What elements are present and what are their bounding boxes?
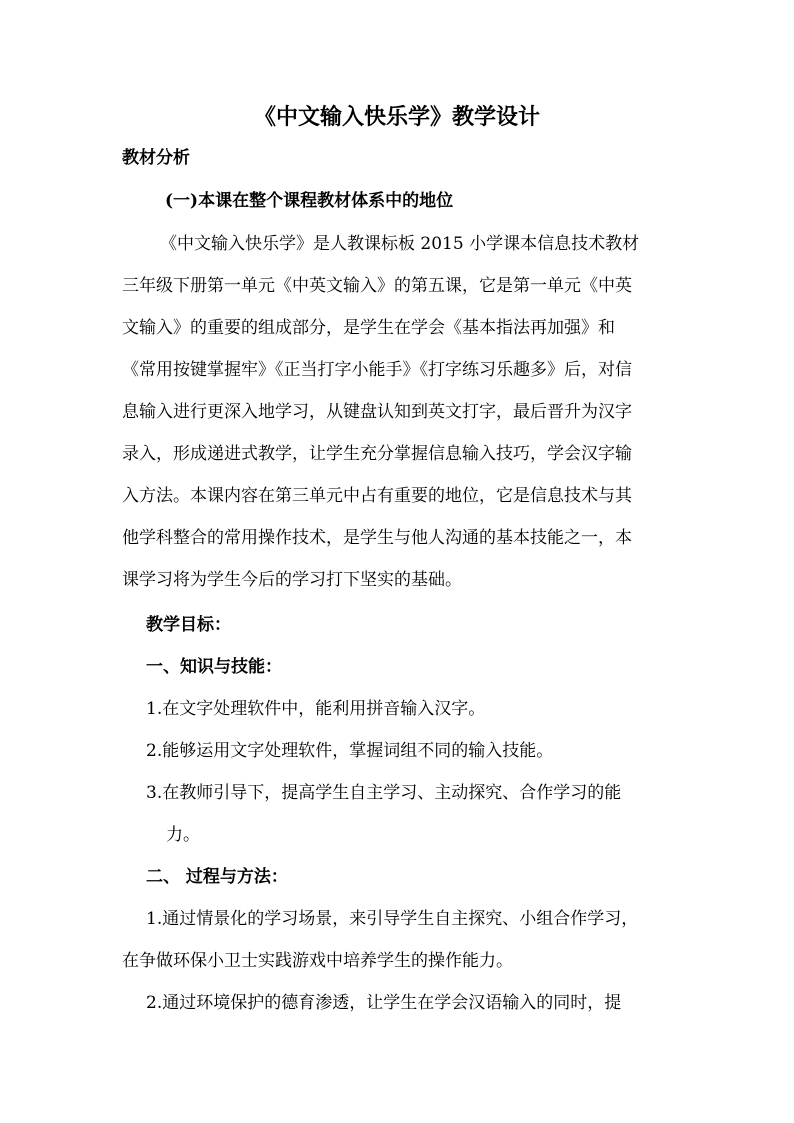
paragraph-line: 文输入》的重要的组成部分，是学生在学会《基本指法再加强》和 bbox=[122, 318, 615, 338]
knowledge-heading: 一、知识与技能： bbox=[146, 657, 282, 677]
paragraph-line: 息输入进行更深入地学习，从键盘认知到英文打字，最后晋升为汉字 bbox=[122, 402, 632, 422]
process-heading: 二、 过程与方法： bbox=[146, 867, 288, 887]
list-item: 力。 bbox=[166, 825, 200, 845]
paragraph-line: 《常用按键掌握牢》《正当打字小能手》《打字练习乐趣多》后，对信 bbox=[122, 360, 632, 380]
list-item: 2.通过环境保护的德育渗透，让学生在学会汉语输入的同时，提 bbox=[146, 993, 622, 1013]
list-item: 2.能够运用文字处理软件，掌握词组不同的输入技能。 bbox=[146, 741, 554, 761]
paragraph-line: 入方法。本课内容在第三单元中占有重要的地位，它是信息技术与其 bbox=[122, 486, 632, 506]
paragraph-line: 录入，形成递进式教学，让学生充分掌握信息输入技巧，学会汉字输 bbox=[122, 444, 632, 464]
list-item: 1.通过情景化的学习场景，来引导学生自主探究、小组合作学习， bbox=[146, 909, 639, 929]
paragraph-line: 三年级下册第一单元《中英文输入》的第五课，它是第一单元《中英 bbox=[122, 276, 632, 296]
paragraph-line: 他学科整合的常用操作技术，是学生与他人沟通的基本技能之一，本 bbox=[122, 528, 632, 548]
list-item: 在争做环保小卫士实践游戏中培养学生的操作能力。 bbox=[122, 951, 513, 971]
section-heading-analysis: 教材分析 bbox=[122, 148, 190, 168]
document-title: 《中文输入快乐学》教学设计 bbox=[253, 104, 540, 130]
paragraph-line: 《中文输入快乐学》是人教课标板 2015 小学课本信息技术教材 bbox=[160, 234, 640, 254]
list-item: 3.在教师引导下，提高学生自主学习、主动探究、合作学习的能 bbox=[146, 783, 622, 803]
list-item: 1.在文字处理软件中，能利用拼音输入汉字。 bbox=[146, 699, 486, 719]
paragraph-line: 课学习将为学生今后的学习打下坚实的基础。 bbox=[122, 570, 462, 590]
subsection-heading-position: (一)本课在整个课程教材体系中的地位 bbox=[165, 191, 454, 211]
objectives-heading: 教学目标： bbox=[146, 615, 231, 635]
